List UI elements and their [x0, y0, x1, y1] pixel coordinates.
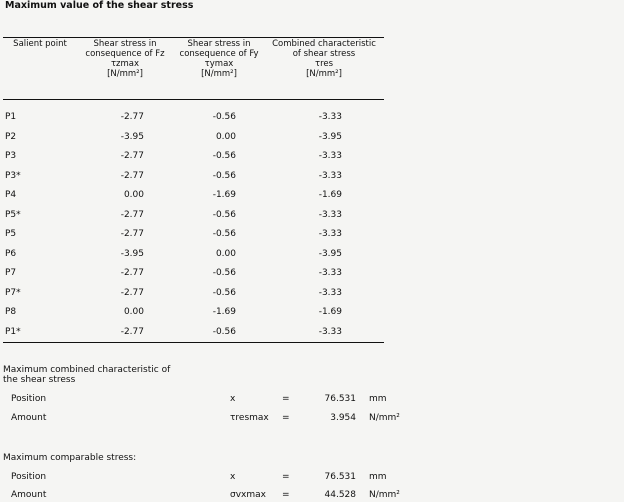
- cell-tzmax: 0.00: [123, 307, 144, 317]
- position-unit: mm: [369, 394, 387, 404]
- amount-label: Amount: [11, 490, 47, 500]
- equals-sign: =: [282, 472, 290, 482]
- cell-point: P7: [5, 268, 17, 278]
- table-row: [0, 229, 390, 249]
- cell-tres: -1.69: [318, 307, 342, 317]
- cell-tres: -3.33: [318, 170, 342, 181]
- cell-point: P4: [5, 190, 17, 200]
- section-title-line: the shear stress: [3, 375, 76, 385]
- amount-symbol: τresmax: [230, 413, 269, 423]
- amount-unit: N/mm²: [369, 413, 400, 423]
- max-combined-amount: [0, 413, 624, 425]
- cell-point: P3*: [5, 170, 21, 181]
- cell-tzmax: -2.77: [120, 229, 144, 239]
- position-value: 76.531: [324, 394, 356, 404]
- cell-point: P2: [5, 131, 17, 142]
- cell-tymax: -1.69: [212, 307, 236, 317]
- cell-tymax: -1.69: [212, 190, 236, 200]
- cell-point: P5: [5, 229, 17, 239]
- section-title-line: Maximum combined characteristic of: [3, 365, 171, 375]
- cell-tzmax: -3.95: [120, 131, 144, 142]
- header-salient-point: [5, 39, 75, 49]
- cell-point: P3: [5, 151, 17, 161]
- max-comparable-position: [0, 472, 624, 484]
- table-row: [0, 210, 390, 230]
- header-line: [N/mm²]: [107, 69, 143, 79]
- header-line: τzmax: [110, 59, 140, 69]
- cell-tres: -3.33: [318, 268, 342, 278]
- cell-tymax: -0.56: [212, 229, 236, 239]
- max-combined-position: [0, 394, 624, 406]
- header-line: of shear stress: [292, 49, 356, 59]
- cell-tymax: 0.00: [215, 248, 236, 259]
- cell-point: P5*: [5, 209, 21, 220]
- cell-tzmax: -2.77: [120, 326, 144, 337]
- cell-tzmax: -2.77: [120, 287, 144, 298]
- cell-point: P8: [5, 307, 17, 317]
- header-line: Shear stress in: [187, 39, 251, 49]
- cell-tres: -3.33: [318, 209, 342, 220]
- table-row: [0, 132, 390, 152]
- cell-tymax: -0.56: [212, 268, 236, 278]
- cell-tres: -1.69: [318, 190, 342, 200]
- header-line: [N/mm²]: [201, 69, 237, 79]
- cell-tymax: -0.56: [212, 170, 236, 181]
- table-row: [0, 112, 390, 132]
- header-bottom-rule: [3, 99, 384, 100]
- cell-tzmax: -2.77: [120, 151, 144, 161]
- table-row: [0, 288, 390, 308]
- cell-tzmax: -2.77: [120, 112, 144, 122]
- cell-tymax: 0.00: [215, 131, 236, 142]
- position-symbol: x: [230, 472, 236, 482]
- table-top-rule: [3, 37, 384, 38]
- cell-tzmax: -3.95: [120, 248, 144, 259]
- cell-point: P1*: [5, 326, 21, 337]
- header-line: Shear stress in: [93, 39, 157, 49]
- cell-tres: -3.95: [318, 248, 342, 259]
- cell-tres: -3.33: [318, 229, 342, 239]
- cell-tymax: -0.56: [212, 326, 236, 337]
- position-symbol: x: [230, 394, 236, 404]
- cell-point: P7*: [5, 287, 21, 298]
- table-row: [0, 307, 390, 327]
- position-value: 76.531: [324, 472, 356, 482]
- table-row: [0, 190, 390, 210]
- header-line: consequence of Fz: [85, 49, 165, 59]
- cell-tres: -3.33: [318, 112, 342, 122]
- header-line: τymax: [204, 59, 234, 69]
- header-line: Combined characteristic: [272, 39, 376, 49]
- table-bottom-rule: [3, 342, 384, 343]
- header-line: Salient point: [13, 39, 67, 49]
- amount-label: Amount: [11, 413, 47, 423]
- cell-tzmax: -2.77: [120, 209, 144, 220]
- max-comparable-title: Maximum comparable stress:: [3, 453, 137, 463]
- position-unit: mm: [369, 472, 387, 482]
- position-label: Position: [11, 394, 47, 404]
- cell-tres: -3.33: [318, 287, 342, 298]
- cell-point: P1: [5, 112, 17, 122]
- position-label: Position: [11, 472, 47, 482]
- cell-tymax: -0.56: [212, 287, 236, 298]
- equals-sign: =: [282, 413, 290, 423]
- page-title: Maximum value of the shear stress: [5, 0, 194, 11]
- header-shear-fy: [172, 39, 266, 79]
- cell-tzmax: -2.77: [120, 170, 144, 181]
- equals-sign: =: [282, 394, 290, 404]
- cell-tzmax: 0.00: [123, 190, 144, 200]
- cell-tres: -3.33: [318, 151, 342, 161]
- max-comparable-amount: [0, 490, 624, 502]
- header-line: τres: [314, 59, 334, 69]
- cell-tres: -3.95: [318, 131, 342, 142]
- max-combined-title: [3, 365, 170, 385]
- table-row: [0, 327, 390, 347]
- header-line: consequence of Fy: [179, 49, 259, 59]
- cell-point: P6: [5, 248, 17, 259]
- amount-value: 3.954: [330, 413, 356, 423]
- equals-sign: =: [282, 490, 290, 500]
- table-row: [0, 249, 390, 269]
- header-line: [N/mm²]: [306, 69, 342, 79]
- cell-tymax: -0.56: [212, 112, 236, 122]
- amount-unit: N/mm²: [369, 490, 400, 500]
- cell-tymax: -0.56: [212, 151, 236, 161]
- cell-tzmax: -2.77: [120, 268, 144, 278]
- table-row: [0, 171, 390, 191]
- amount-symbol: σvxmax: [230, 490, 266, 500]
- table-row: [0, 151, 390, 171]
- amount-value: 44.528: [324, 490, 356, 500]
- cell-tres: -3.33: [318, 326, 342, 337]
- cell-tymax: -0.56: [212, 209, 236, 220]
- header-combined-shear: [270, 39, 378, 79]
- table-row: [0, 268, 390, 288]
- header-shear-fz: [80, 39, 170, 79]
